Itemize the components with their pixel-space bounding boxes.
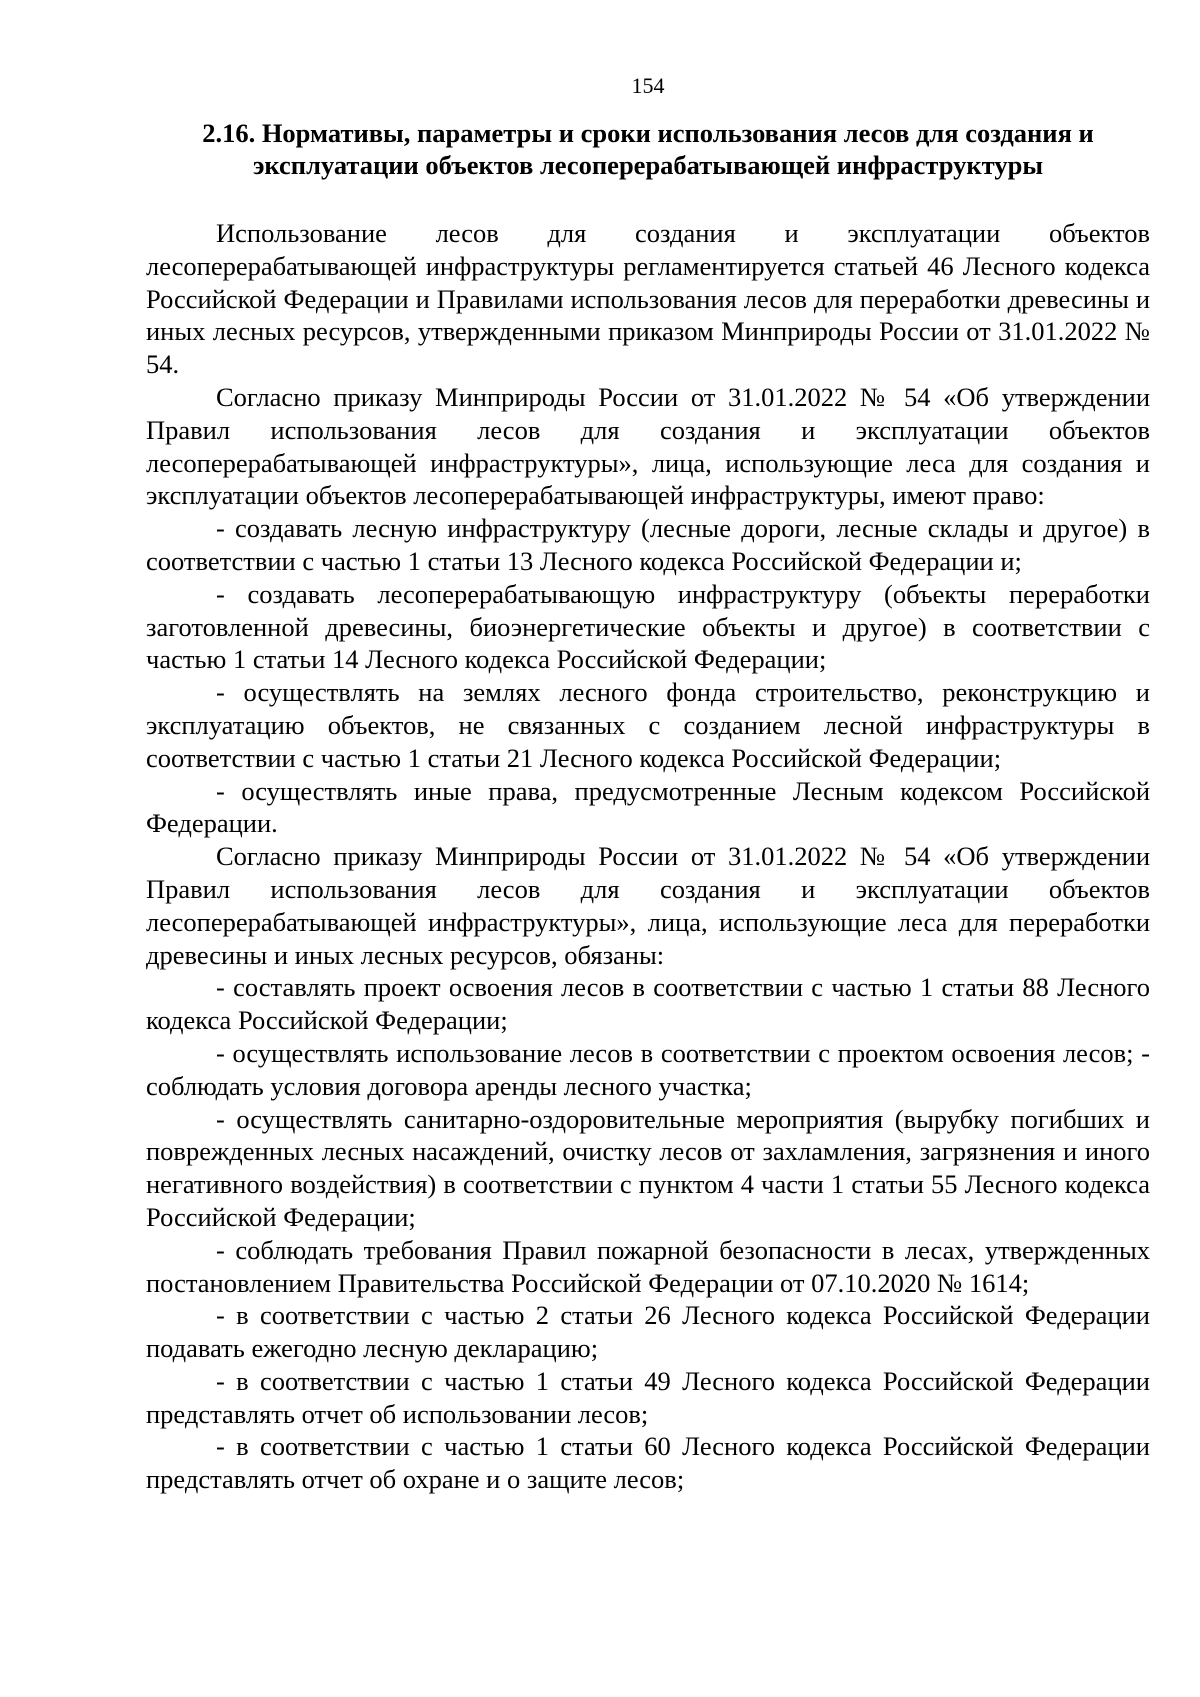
list-item: - создавать лесоперерабатывающую инфраструктуру (объекты переработки заготовленной древесины, биоэнергетические объекты и другое) в соответствии с частью 1 статьи 14 Лесного кодекса Российской Федерации; [146,578,1150,675]
paragraph: Согласно приказу Минприроды России от 31.01.2022 № 54 «Об утверждении Правил использования лесов для создания и эксплуатации объектов лесоперерабатывающей инфраструктуры», лица, использующие леса для создания и эксплуатации объектов лесоперерабатывающей инфраструктуры, имеют право: [146,381,1150,511]
page-number: 154 [631,73,665,98]
list-item: - составлять проект освоения лесов в соответствии с частью 1 статьи 88 Лесного кодекса Российской Федерации; [146,972,1150,1036]
paragraph: Согласно приказу Минприроды России от 31.01.2022 № 54 «Об утверждении Правил использования лесов для создания и эксплуатации объектов лесоперерабатывающей инфраструктуры», лица, использующие леса для переработки древесины и иных лесных ресурсов, обязаны: [146,841,1150,970]
section-heading-line-1: 2.16. Нормативы, параметры и сроки использования лесов для создания и [202,118,1094,148]
section-heading-line-2: эксплуатации объектов лесоперерабатывающей инфраструктуры [252,150,1044,180]
list-item: - соблюдать требования Правил пожарной безопасности в лесах, утвержденных постановлением Правительства Российской Федерации от 07.10.2020 № 1614; [146,1234,1150,1298]
list-item: - создавать лесную инфраструктуру (лесные дороги, лесные склады и другое) в соответствии с частью 1 статьи 13 Лесного кодекса Российской Федерации и; [146,513,1150,576]
list-item: - осуществлять санитарно-оздоровительные мероприятия (вырубку погибших и поврежденных лесных насаждений, очистку лесов от захламления, загрязнения и иного негативного воздействия) в соответствии с пунктом 4 части 1 статьи 55 Лесного кодекса Российской Федерации; [146,1103,1150,1232]
list-item: - в соответствии с частью 1 статьи 60 Лесного кодекса Российской Федерации представлять отчет об охране и о защите лесов; [146,1431,1150,1495]
list-item: - осуществлять использование лесов в соответствии с проектом освоения лесов; - соблюдать условия договора аренды лесного участка; [146,1037,1150,1101]
list-item: - в соответствии с частью 1 статьи 49 Лесного кодекса Российской Федерации представлять отчет об использовании лесов; [146,1365,1150,1429]
list-item: - осуществлять на землях лесного фонда строительство, реконструкцию и эксплуатацию объектов, не связанных с созданием лесной инфраструктуры в соответствии с частью 1 статьи 21 Лесного кодекса Российской Федерации; [146,677,1150,773]
section-heading [146,117,1150,181]
list-item: - осуществлять иные права, предусмотренные Лесным кодексом Российской Федерации. [146,775,1150,839]
paragraph: Использование лесов для создания и эксплуатации объектов лесоперерабатывающей инфраструктуры регламентируется статьей 46 Лесного кодекса Российской Федерации и Правилами использования лесов для переработки древесины и иных лесных ресурсов, утвержденными приказом Минприроды России от 31.01.2022 № 54. [146,218,1150,380]
document-body [146,217,1150,1496]
list-item: - в соответствии с частью 2 статьи 26 Лесного кодекса Российской Федерации подавать ежегодно лесную декларацию; [146,1300,1150,1364]
